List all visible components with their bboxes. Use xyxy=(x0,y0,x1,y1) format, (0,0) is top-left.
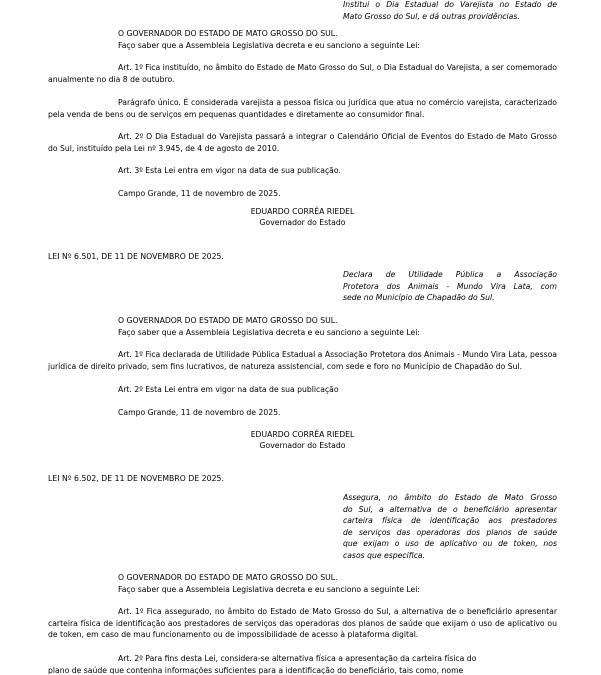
article-paragraph: Art. 3º Esta Lei entra em vigor na data de sua publicação. xyxy=(118,166,341,175)
law-6502-heading xyxy=(48,473,557,485)
governor-line: O GOVERNADOR DO ESTADO DE MATO GROSSO DO SUL. xyxy=(118,29,338,38)
law-6500-paragrafo-unico xyxy=(48,97,557,120)
governor-title: Governador do Estado xyxy=(259,218,346,227)
faco-saber-line: Faço saber que a Assembleia Legislativa decreta e eu sanciono a seguinte Lei: xyxy=(118,40,420,50)
law-6501-ementa xyxy=(48,269,557,304)
article-paragraph-clipped: plano de saúde que contenha informações suficientes para a identificação do beneficiário, tais como, nome xyxy=(48,666,464,674)
law-6500-art3 xyxy=(48,165,557,177)
governor-name: EDUARDO CORRÊA RIEDEL xyxy=(250,430,355,439)
article-paragraph: Art. 1º Fica instituído, no âmbito do Estado de Mato Grosso do Sul, o Dia Estadual do Varejista, a ser comemorado anualmente no dia 8 de outubro. xyxy=(48,63,557,84)
law-6502-ementa xyxy=(48,492,557,562)
ementa-line: Declara de Utilidade Pública a Associação xyxy=(343,270,557,279)
article-paragraph: Art. 2º O Dia Estadual do Varejista passará a integrar o Calendário Oficial de Eventos do Estado de Mato Grosso do Sul, instituído pela Lei nº 3.945, de 4 de agosto de 2010. xyxy=(48,132,557,153)
ementa-line: Institui o Dia Estadual do Varejista no Estado de xyxy=(343,0,557,9)
article-paragraph: Art. 2º Esta Lei entra em vigor na data de sua publicação xyxy=(118,385,339,394)
law-6500-local-data xyxy=(48,188,557,200)
place-and-date: Campo Grande, 11 de novembro de 2025. xyxy=(118,189,281,198)
law-6502-art2-clipped-line xyxy=(48,665,557,674)
law-6500-ementa xyxy=(48,0,557,22)
law-6500-art1 xyxy=(48,62,557,85)
law-6501-preamble xyxy=(48,315,557,338)
governor-name: EDUARDO CORRÊA RIEDEL xyxy=(250,207,355,216)
ementa-line: Mato Grosso do Sul, e dá outras providências. xyxy=(343,11,520,21)
ementa-line: de serviços das operadoras dos planos de saúde xyxy=(343,527,557,537)
governor-line: O GOVERNADOR DO ESTADO DE MATO GROSSO DO SUL. xyxy=(118,316,338,325)
law-6501-art1 xyxy=(48,349,557,372)
article-paragraph: Art. 1º Fica assegurado, no âmbito do Estado de Mato Grosso do Sul, a alternativa de o beneficiário apresentar carteira física de identificação aos prestadores de serviços das operadoras dos planos de saúde que exijam o uso de aplicativo ou de token, em caso de mau funcionamento ou de impossibilidade de acesso à plataforma digital. xyxy=(48,607,557,640)
article-paragraph: Parágrafo único. É considerada varejista a pessoa física ou jurídica que atua no comércio varejista, caracterizado pela venda de bens ou de serviços em pequenas quantidades e diretamente ao consumidor final. xyxy=(48,98,557,119)
law-6500-signature xyxy=(48,206,557,228)
law-6502-art1 xyxy=(48,606,557,641)
law-6502-art2-first-line xyxy=(48,653,557,665)
ementa-line: que exijam o uso de aplicativo ou de token, nos xyxy=(343,539,557,549)
place-and-date: Campo Grande, 11 de novembro de 2025. xyxy=(118,408,281,417)
ementa-line: casos que especifica. xyxy=(343,550,426,560)
ementa-line: sede no Município de Chapadão do Sul. xyxy=(343,293,495,303)
ementa-line: Protetora dos Animais - Mundo Vira Lata, com xyxy=(343,281,557,291)
ementa-text xyxy=(343,0,557,22)
law-number-heading: LEI Nº 6.501, DE 11 DE NOVEMBRO DE 2025. xyxy=(48,252,224,261)
ementa-text xyxy=(343,269,557,304)
law-6501-heading xyxy=(48,251,557,263)
ementa-line: carteira física de identificação aos prestadores xyxy=(343,516,557,526)
law-6501-art2 xyxy=(48,384,557,396)
faco-saber-line: Faço saber que a Assembleia Legislativa decreta e eu sanciono a seguinte Lei: xyxy=(118,584,420,594)
ementa-text xyxy=(343,492,557,562)
ementa-line: Assegura, no âmbito do Estado de Mato Grosso xyxy=(343,493,557,502)
governor-line: O GOVERNADOR DO ESTADO DE MATO GROSSO DO SUL. xyxy=(118,573,338,582)
law-6500-preamble xyxy=(48,28,557,51)
law-6502-preamble xyxy=(48,572,557,595)
law-6500-art2 xyxy=(48,131,557,154)
law-number-heading: LEI Nº 6.502, DE 11 DE NOVEMBRO DE 2025. xyxy=(48,474,224,483)
article-paragraph-partial: Art. 2º Para fins desta Lei, considera-se alternativa física a apresentação da carteira física do xyxy=(118,654,477,663)
law-6501-local-data xyxy=(48,407,557,419)
faco-saber-line: Faço saber que a Assembleia Legislativa decreta e eu sanciono a seguinte Lei: xyxy=(118,327,420,337)
law-6501-signature xyxy=(48,429,557,451)
ementa-line: do Sul, a alternativa de o beneficiário apresentar xyxy=(343,504,557,514)
governor-title: Governador do Estado xyxy=(259,441,346,450)
article-paragraph: Art. 1º Fica declarada de Utilidade Pública Estadual a Associação Protetora dos Animais - Mundo Vira Lata, pessoa jurídica de direito privado, sem fins lucrativos, de natureza assistencial, com sede e foro no Município de Chapadão do Sul. xyxy=(48,350,557,371)
